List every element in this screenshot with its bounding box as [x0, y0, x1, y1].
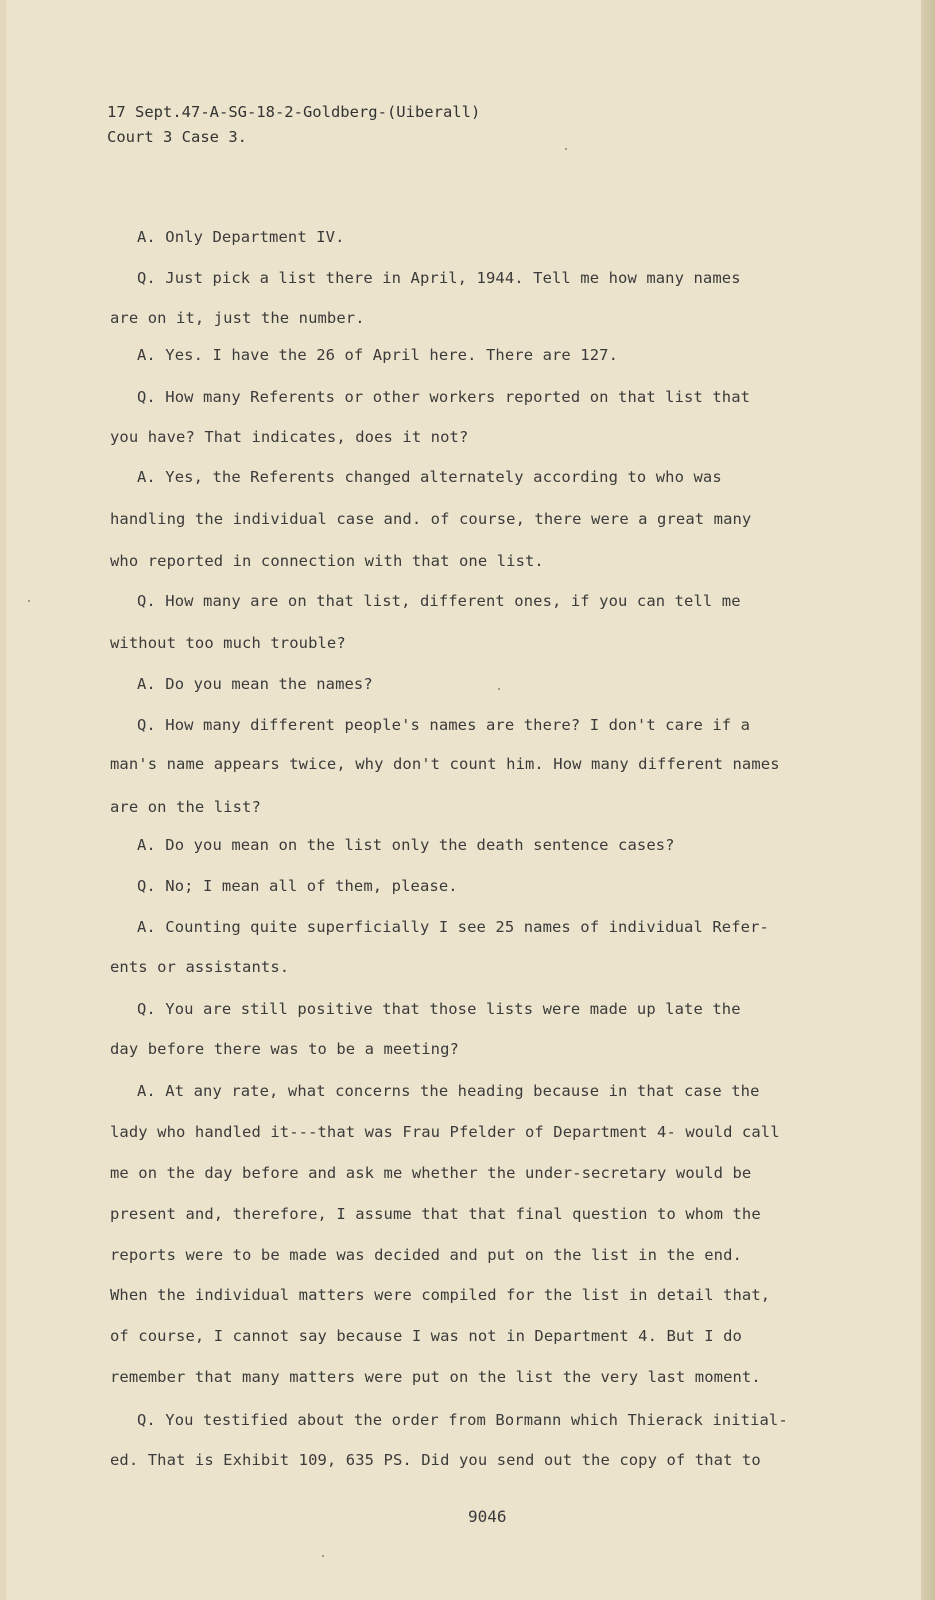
- transcript-line: A. At any rate, what concerns the heading because in that case the: [137, 1082, 760, 1100]
- paper-speck: [28, 600, 30, 602]
- transcript-line: Q. No; I mean all of them, please.: [137, 877, 458, 895]
- transcript-line: Q. You testified about the order from Bormann which Thierack initial-: [137, 1411, 788, 1429]
- page-right-edge: [921, 0, 935, 1600]
- transcript-line: me on the day before and ask me whether the under-secretary would be: [110, 1164, 752, 1182]
- transcript-line: day before there was to be a meeting?: [110, 1040, 459, 1058]
- transcript-line: handling the individual case and. of course, there were a great many: [110, 510, 752, 528]
- transcript-line: A. Do you mean the names?: [137, 675, 373, 693]
- transcript-line: Q. Just pick a list there in April, 1944. Tell me how many names: [137, 269, 741, 287]
- transcript-line: man's name appears twice, why don't count him. How many different names: [110, 755, 780, 773]
- header-court-case: Court 3 Case 3.: [107, 128, 247, 146]
- transcript-line: A. Do you mean on the list only the death sentence cases?: [137, 836, 675, 854]
- transcript-line: ents or assistants.: [110, 958, 290, 976]
- transcript-line: A. Yes, the Referents changed alternately according to who was: [137, 468, 722, 486]
- paper-speck: [322, 1555, 324, 1557]
- transcript-line: When the individual matters were compiled for the list in detail that,: [110, 1286, 771, 1304]
- transcript-line: A. Counting quite superficially I see 25 names of individual Refer-: [137, 918, 769, 936]
- transcript-line: ed. That is Exhibit 109, 635 PS. Did you send out the copy of that to: [110, 1451, 761, 1469]
- transcript-line: Q. How many are on that list, different ones, if you can tell me: [137, 592, 741, 610]
- transcript-line: of course, I cannot say because I was not in Department 4. But I do: [110, 1327, 742, 1345]
- transcript-line: Q. How many Referents or other workers reported on that list that: [137, 388, 751, 406]
- document-header: [107, 100, 480, 150]
- transcript-line: A. Only Department IV.: [137, 228, 345, 246]
- transcript-line: are on it, just the number.: [110, 309, 365, 327]
- header-reference: 17 Sept.47-A-SG-18-2-Goldberg-(Uiberall): [107, 103, 481, 121]
- transcript-line: reports were to be made was decided and put on the list in the end.: [110, 1246, 742, 1264]
- transcript-line: Q. You are still positive that those lists were made up late the: [137, 1000, 741, 1018]
- paper-speck: [498, 688, 500, 690]
- transcript-line: A. Yes. I have the 26 of April here. There are 127.: [137, 346, 619, 364]
- page-number: 9046: [468, 1507, 507, 1526]
- transcript-line: lady who handled it---that was Frau Pfelder of Department 4- would call: [110, 1123, 780, 1141]
- transcript-line: present and, therefore, I assume that that final question to whom the: [110, 1205, 761, 1223]
- page-left-edge: [0, 0, 6, 1600]
- transcript-line: are on the list?: [110, 798, 261, 816]
- paper-speck: [565, 148, 567, 150]
- transcript-line: you have? That indicates, does it not?: [110, 428, 469, 446]
- transcript-line: who reported in connection with that one list.: [110, 552, 544, 570]
- transcript-line: without too much trouble?: [110, 634, 346, 652]
- transcript-line: remember that many matters were put on the list the very last moment.: [110, 1368, 761, 1386]
- transcript-line: Q. How many different people's names are there? I don't care if a: [137, 716, 751, 734]
